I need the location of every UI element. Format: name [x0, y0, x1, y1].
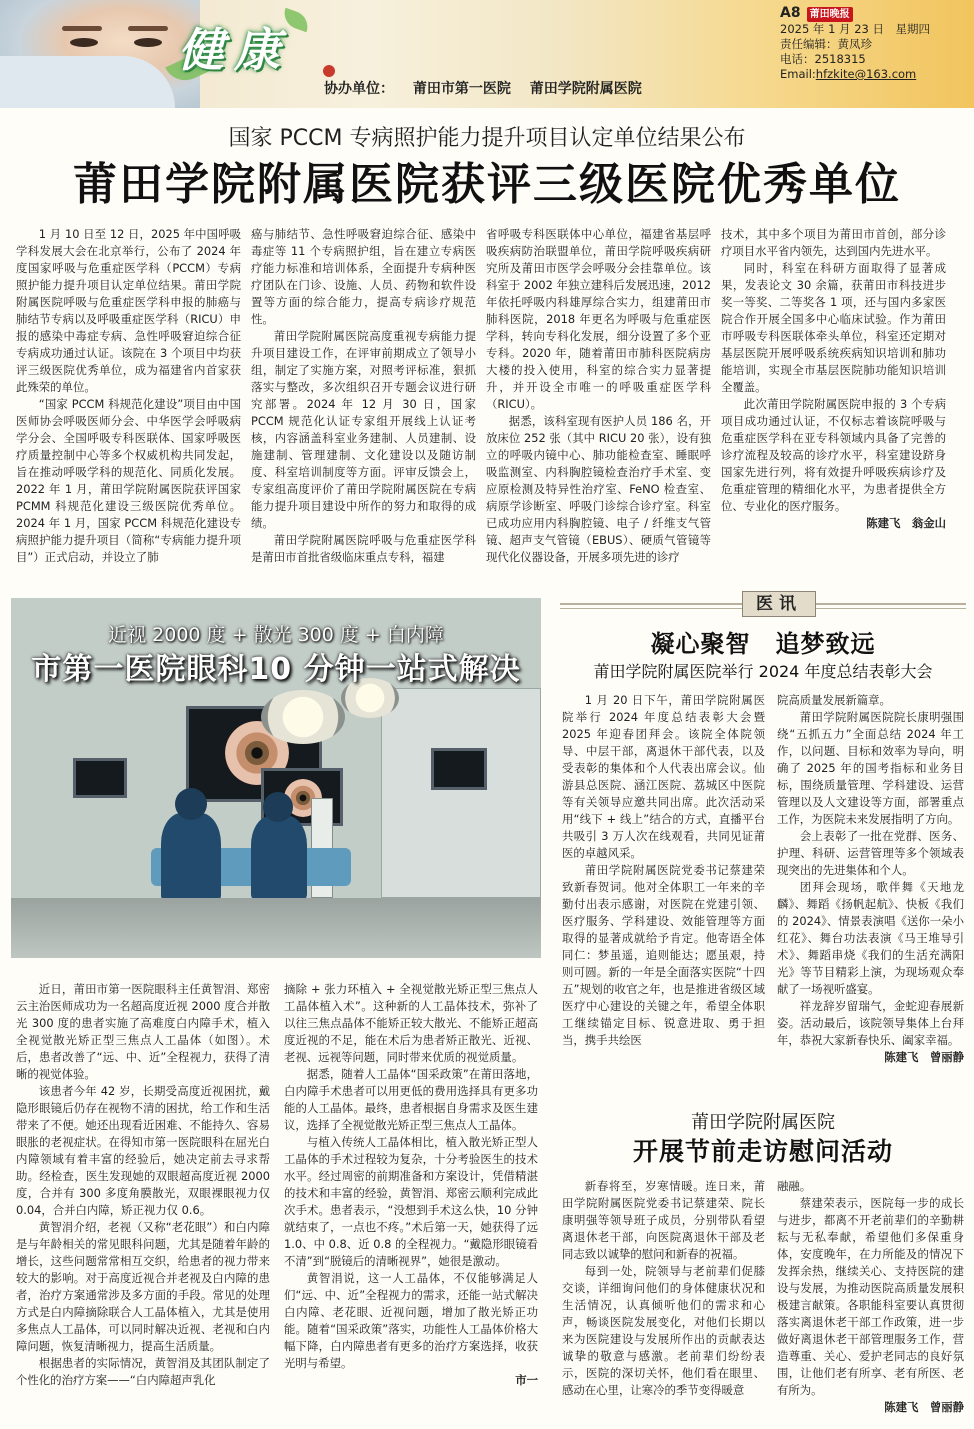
nurse-photo: [0, 0, 200, 108]
paragraph: 黄智涓说，这一人工晶体，不仅能够满足人们“远、中、近”全程视力的需求，还能一站式解决白内障、老花眼、近视问题，增加了散光矫正功能。随着“国采政策”落实，功能性人工晶体价格大幅下降，白内障患者有更多的治疗方案选择，收获光明与希望。: [284, 1271, 538, 1370]
paragraph: 技术，其中多个项目为莆田市首创，部分诊疗项目水平省内领先，达到国内先进水平。: [721, 227, 946, 258]
feature-column-1: [16, 981, 270, 1421]
surgical-lamp: [261, 690, 345, 744]
paragraph: 同时，科室在科研方面取得了显著成果，发表论文 30 余篇，获莆田市科技进步奖一等奖、二等奖各 1 项，还与国内多家医院合作开展全国多中心临床试验。作为莆田市呼吸专科医联体牵头单位，科室还定期对基层医院开展呼吸系统疾病知识培训和肺功能培训，实现全市基层医院肺功能知识培训全覆盖。: [721, 261, 946, 394]
paragraph: 该患者今年 42 岁，长期受高度近视困扰，戴隐形眼镜后仍存在视物不清的困扰，给工作和生活带来了不便。她还出现看近困难、不能持久、容易眼胀的老视症状。在得知市第一医院眼科在屈光白内障领域有着丰富的经验后，她决定前去寻求帮助。经检查，医生发现她的双眼超高度近视 2000 度，合并有 300 多度角膜散光，双眼裸眼视力仅 0.04，合并白内障，矫正视力仅 0.6。: [16, 1084, 270, 1217]
paragraph: 融融。: [777, 1179, 812, 1193]
story1-column-1: [562, 692, 765, 1090]
wall-cabinet: [381, 688, 541, 898]
byline: 陈建飞 曾丽静: [884, 1050, 964, 1064]
paragraph: 摘除 + 张力环植入 + 全视觉散光矫正型三焦点人工晶体植入术”。这种新的人工晶体技术，弥补了以往三焦点晶体不能矫正较大散光、不能矫正超高度近视的不足，能在术后为患者矫正散光、近视、老视、远视等问题，同时带来优质的视觉质量。: [284, 982, 538, 1064]
paragraph: 莆田学院附属医院院长康明强围绕“五抓五力”全面总结 2024 年工作，以问题、目标和效率为导向，明确了 2025 年的国考指标和业务目标，围绕质量管理、学科建设、运营管理以及人文建设等方面，部署重点工作，为医院未来发展指明了方向。: [777, 710, 964, 826]
paragraph: 莆田学院附属医院高度重视专病能力提升项目建设工作，在评审前期成立了领导小组，制定了实施方案，对照考评标准，狠抓落实与整改，多次组织召开专题会议进行研究部署。2024 年 12 月 30 日，国家 PCCM 规范化认证专家组开展线上认证考核，内容涵盖科室业务建制、人员建制、设施建制、管理建制、文化建设以及随访制度、科室培训制度等方面。评审反馈会上，专家组高度评价了莆田学院附属医院在专病能力提升项目建设中所作的努力和取得的成绩。: [251, 329, 476, 530]
surgeon-head: [175, 788, 207, 820]
story1-subtitle: 莆田学院附属医院举行 2024 年度总结表彰大会: [593, 662, 933, 681]
paragraph: 团拜会现场，歌伴舞《天地龙麟》、舞蹈《扬帆起航》、快板《我们的 2024》、情景表演唱《送你一朵小红花》、舞台功法表演《马王堆导引术》、舞蹈串烧《我们的生活充满阳光》等节目精彩上演，为现场观众奉献了一场视听盛宴。: [777, 880, 964, 996]
masthead: [0, 0, 974, 108]
page-number: A8: [780, 5, 801, 21]
brow-shape: [62, 26, 102, 31]
section-tag: 医讯: [742, 591, 816, 617]
operating-room-photo: [11, 598, 541, 958]
monitor-shape: [431, 748, 487, 790]
feature-image-line-1: 近视 2000 度 + 散光 300 度 + 白内障: [108, 624, 444, 646]
email-label: Email:: [780, 67, 816, 81]
email-link[interactable]: hfzkite@163.com: [815, 67, 917, 81]
byline: 陈建飞 翁金山: [866, 516, 946, 530]
paper-logo: 莆田晚报: [807, 7, 853, 22]
story2-kicker: 莆田学院附属医院: [691, 1112, 835, 1133]
lead-column-4: [721, 226, 946, 586]
paragraph: 蔡建荣表示，医院每一步的成长与进步，都离不开老前辈们的辛勤耕耘与无私奉献，希望他们多保重身体，安度晚年，在力所能及的情况下发挥余热，继续关心、支持医院的建设与发展，为推动医院高质量发展积极建言献策。各职能科室要认真贯彻落实离退休老干部工作政策，进一步做好离退休老干部管理服务工作，营造尊重、关心、爱护老同志的良好氛围，让他们老有所享、老有所医、老有所为。: [777, 1196, 964, 1397]
lead-column-1: [16, 226, 241, 586]
monitor-shape: [73, 758, 127, 798]
surgeon-shape: [251, 816, 307, 902]
paragraph: 莆田学院附属医院呼吸与危重症医学科是莆田市首批省级临床重点专科，福建: [251, 533, 476, 564]
paragraph: 根据患者的实际情况，黄智涓及其团队制定了个性化的治疗方案——“白内障超声乳化: [16, 1356, 270, 1387]
face-mask-shape: [0, 56, 175, 108]
feature-column-2: [284, 981, 538, 1421]
story1-title: 凝心聚智 追梦致远: [650, 630, 876, 658]
brow-shape: [128, 26, 168, 31]
paragraph: 莆田学院附属医院党委书记蔡建荣致新春贺词。他对全体职工一年来的辛勤付出表示感谢，对医院在党建引领、医疗服务、学科建设、效能管理等方面取得的显著成就给予肯定。他寄语全体同仁：梦虽遥，追则能达；愿虽艰，持则可圆。新的一年是全面落实医院“十四五”规划的收官之年，也是推进省级区域医疗中心建设的关键之年，希望全体职工继续锚定目标、锐意进取、勇于担当，携手共绘医: [562, 863, 765, 1047]
story2-column-2: [777, 1178, 964, 1424]
paragraph: 与植入传统人工晶体相比，植入散光矫正型人工晶体的手术过程较为复杂，十分考验医生的技术水平。经过周密的前期准备和方案设计，凭借精湛的技术和丰富的经验，黄智涓、郑密云顺利完成此次手术。患者表示，“没想到手术这么快，10 分钟就结束了，一点也不疼。”术后第一天，她获得了远 1.0、中 0.8、近 0.8 的全程视力。“戴隐形眼镜看不清”到“脱镜后的清晰视界”，她很是激动。: [284, 1135, 538, 1268]
paragraph: 会上表彰了一批在党群、医务、护理、科研、运营管理等多个领域表现突出的先进集体和个人。: [777, 829, 964, 877]
floor: [11, 898, 541, 958]
paragraph: 新春将至，岁寒情暖。连日来，莆田学院附属医院党委书记蔡建荣、院长康明强等领导班子成员，分别带队看望离退休老干部，向医院离退休干部及老同志致以诚挚的慰问和新春的祝福。: [562, 1179, 765, 1261]
paragraph: 每到一处，院领导与老前辈们促膝交谈，详细询问他们的身体健康状况和生活情况，认真倾听他们的需求和心声，畅谈医院发展变化，对他们长期以来为医院建设与发展所作出的贡献表达诚挚的敬意与感激。老前辈们纷纷表示，医院的深切关怀，他们看在眼里、感动在心里，让寒冷的季节变得暖意: [562, 1264, 765, 1397]
paragraph: 省呼吸专科医联体中心单位，福建省基层呼吸疾病防治联盟单位，莆田学院呼吸疾病研究所及莆田市医学会呼吸分会挂靠单位。该科室于 2002 年独立建科后发展迅速，2012 年依托呼吸内科雄厚综合实力，组建莆田市肺科医院，2018 年更名为呼吸与危重症医学科，转向专科化发展，细分设置了多个亚专科。2020 年，随着莆田市肺科医院病房大楼的投入使用，科室的综合实力显著提升，并开设全市唯一的呼吸重症医学科（RICU）。: [486, 227, 711, 411]
sponsor-line: [324, 78, 642, 98]
story2-column-1: [562, 1178, 765, 1424]
paragraph: 癌与肺结节、急性呼吸窘迫综合征、感染中毒症等 11 个专病照护组，旨在建立专病医疗能力标准和培训体系，全面提升专病种医疗团队在门诊、设施、人员、药物和软件设置等方面的综合能力，提高专病诊疗规范性。: [251, 227, 476, 326]
paragraph: 院高质量发展新篇章。: [777, 693, 891, 707]
eye-shape: [70, 38, 98, 47]
story2-title: 开展节前走访慰问活动: [632, 1137, 893, 1166]
byline: 市一: [515, 1373, 538, 1387]
paragraph: 此次莆田学院附属医院申报的 3 个专病项目成功通过认证，不仅标志着该院呼吸与危重症医学科在亚专科领域内具备了完善的诊疗流程及较高的诊疗水平，科室建设跻身国家先进行列，将有效提升呼吸疾病诊疗及危重症管理的精细化水平，为患者提供全方位、专业化的医疗服务。: [721, 397, 946, 513]
paragraph: 1 月 10 日至 12 日，2025 年中国呼吸学科发展大会在北京举行，公布了 2024 年度国家呼吸与危重症医学科（PCCM）专病照护能力提升项目认定单位结果。莆田学院附属医院呼吸与危重症医学科申报的肺癌与肺结节专病以及呼吸重症医学科（RICU）申报的感染中毒症专病、急性呼吸窘迫综合征专病成功通过认证。该院在 3 个项目中均获评三级医院优秀单位，成为福建省内首家获此殊荣的单位。: [16, 227, 241, 394]
paragraph: 近日，莆田市第一医院眼科主任黄智涓、郑密云主治医师成功为一名超高度近视 2000 度合并散光 300 度的患者实施了高难度白内障手术，植入全视觉散光矫正型三焦点人工晶体（如图）。术后，患者改善了“远、中、近”全程视力，获得了清晰的视觉体验。: [16, 982, 270, 1081]
lead-kicker: 国家 PCCM 专病照护能力提升项目认定单位结果公布: [228, 126, 746, 151]
section-title: 健康: [178, 23, 290, 77]
story1-column-2: [777, 692, 964, 1090]
paragraph: 祥龙辞岁留瑞气，金蛇迎春展新姿。活动最后，该院领导集体上台拜年，恭祝大家新春快乐、阖家幸福。: [777, 999, 964, 1047]
paragraph: “国家 PCCM 科规范化建设”项目由中国医师协会呼吸医师分会、中华医学会呼吸病学分会、全国呼吸专科医联体、国家呼吸医疗质量控制中心等多个权威机构共同发起，旨在推动呼吸学科的规范化、同质化发展。2022 年 1 月，莆田学院附属医院获评国家 PCMM 科规范化建设三级医院优秀单位。2024 年 1 月，国家 PCCM 科规范化建设专病照护能力提升项目（简称“专病能力提升项目”）正式启动，并设立了肺: [16, 397, 241, 564]
eye-shape: [134, 38, 162, 47]
sponsor-1: 莆田市第一医院: [412, 81, 511, 97]
sponsor-label: 协办单位：: [324, 81, 394, 97]
page-meta: [780, 6, 974, 82]
byline: 陈建飞 曾丽静: [884, 1400, 964, 1414]
phone: 电话：2518315: [780, 52, 866, 66]
paragraph: 黄智涓介绍，老视（又称“老花眼”）和白内障是与年龄相关的常见眼科问题，尤其是随着年龄的增长，这些问题常常相互交织，给患者的视力带来较大的影响。对于高度近视合并老视及白内障的患者，治疗方案通常涉及多方面的手段。常见的处理方式是白内障摘除联合人工晶体植入，尤其是使用多焦点人工晶体，可以同时解决近视、老视和白内障问题，恢复清晰视力，提高生活质量。: [16, 1220, 270, 1353]
surgeon-shape: [161, 813, 221, 903]
paragraph: 1 月 20 日下午，莆田学院附属医院举行 2024 年度总结表彰大会暨 2025 年迎春团拜会。该院全体院领导、中层干部，离退休干部代表，以及受表彰的集体和个人代表出席会议。仙游县总医院、涵江医院、荔城区中医院等有关领导应邀共同出席。此次活动采用“线下 + 线上”结合的方式，直播平台共吸引 3 万人次在线观看，共同见证莆医的卓越风采。: [562, 693, 765, 860]
issue-date: 2025 年 1 月 23 日 星期四: [780, 22, 930, 36]
feature-image-headline: 市第一医院眼科10 分钟一站式解决: [31, 652, 521, 687]
lead-headline: 莆田学院附属医院获评三级医院优秀单位: [73, 159, 901, 210]
sponsor-dot-icon: [323, 65, 335, 77]
lead-column-3: [486, 226, 711, 586]
sponsor-2: 莆田学院附属医院: [529, 81, 642, 97]
lead-column-2: [251, 226, 476, 586]
paragraph: 据悉，该科室现有医护人员 186 名，开放床位 252 张（其中 RICU 20 张），设有独立的呼吸内镜中心、肺功能检查室、睡眠呼吸监测室、内科胸腔镜检查治疗手术室、变应原检测及特异性治疗室、FeNO 检查室、病原学诊断室、呼吸门诊综合诊疗室。科室已成功应用内科胸腔镜、电子 / 纤维支气管镜、超声支气管镜（EBUS）、硬质气管镜等现代化仪器设备，开展多项先进的诊疗: [486, 414, 711, 564]
paragraph: 据悉，随着人工晶体“国采政策”在莆田落地，白内障手术患者可以用更低的费用选择具有更多功能的人工晶体。最终，患者根据自身需求及医生建议，选择了全视觉散光矫正型三焦点人工晶体。: [284, 1067, 538, 1132]
surgeon-head: [263, 792, 293, 822]
editor: 责任编辑：黄凤珍: [780, 37, 872, 51]
